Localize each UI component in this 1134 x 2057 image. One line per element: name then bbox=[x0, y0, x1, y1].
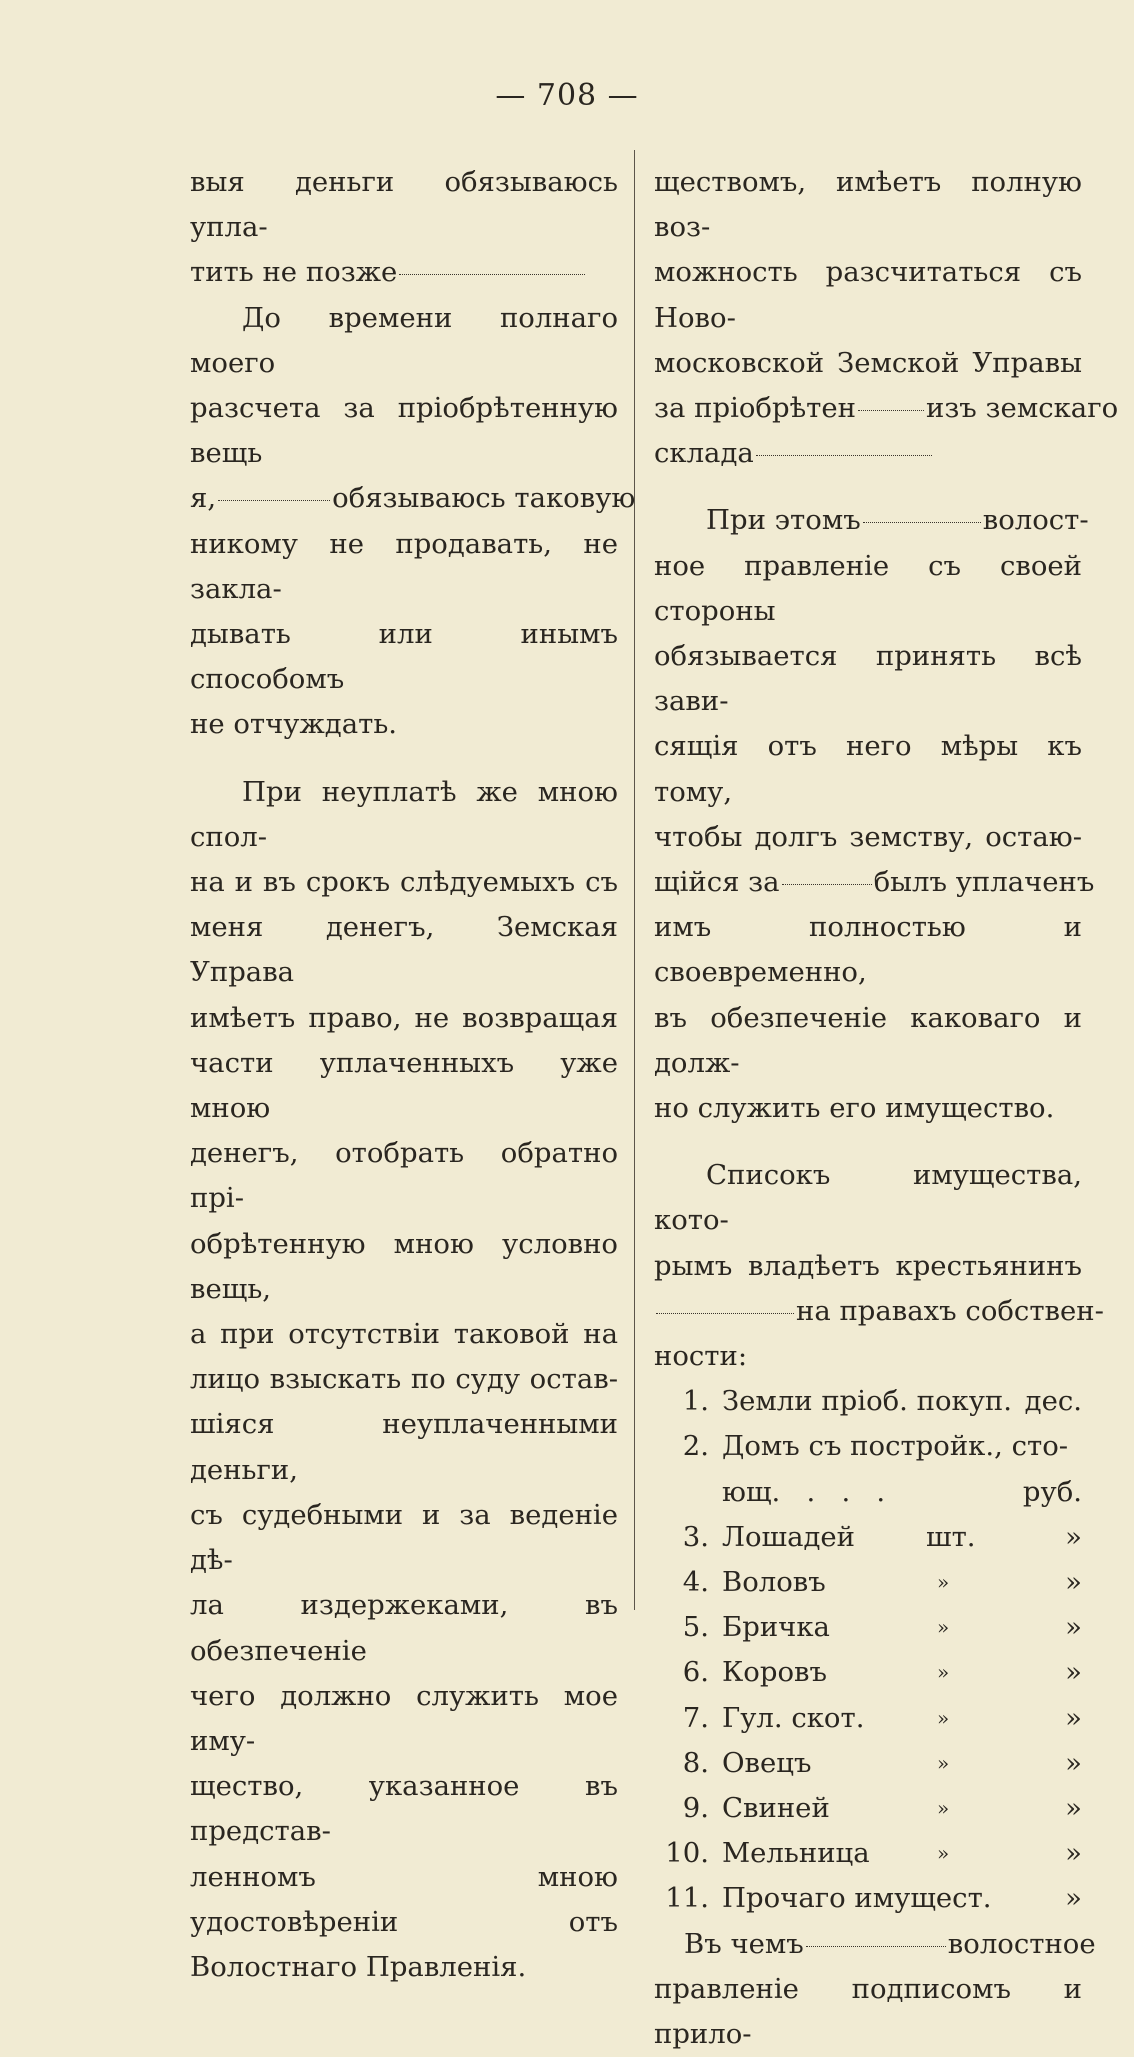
list-number: 6. bbox=[682, 1656, 709, 1689]
blank-fill-line bbox=[858, 409, 924, 411]
ditto-mark: » bbox=[1065, 1656, 1082, 1689]
property-list-item bbox=[654, 1379, 1082, 1424]
property-list-item bbox=[654, 1741, 1082, 1786]
blank-fill-line bbox=[756, 454, 932, 456]
property-list-item bbox=[654, 1876, 1082, 1921]
text-line: а при отсутствіи таковой на bbox=[190, 1318, 618, 1351]
ditto-mark: » bbox=[937, 1615, 950, 1640]
list-item-text: Домъ съ постройк., сто- bbox=[722, 1430, 1069, 1463]
list-number: 1. bbox=[682, 1385, 709, 1418]
property-list-item-continuation bbox=[654, 1470, 1082, 1515]
text-line: ленномъ мною удостовѣреніи отъ bbox=[190, 1860, 618, 1938]
paragraph-gap bbox=[654, 476, 1082, 498]
blank-fill-line bbox=[863, 521, 981, 523]
ditto-mark: » bbox=[1065, 1791, 1082, 1824]
list-item-text: Бричка bbox=[722, 1611, 830, 1644]
list-number: 2. bbox=[682, 1430, 709, 1463]
text-line bbox=[654, 1289, 1104, 1334]
property-list-item bbox=[654, 1560, 1082, 1605]
text-line: обязывается принять всѣ зави- bbox=[654, 640, 1082, 718]
right-column bbox=[654, 160, 1119, 2057]
paragraph-gap bbox=[654, 1131, 1082, 1153]
text-fragment: тить не позже bbox=[190, 256, 398, 289]
blank-fill-line bbox=[806, 1945, 946, 1947]
ditto-mark: » bbox=[1065, 1611, 1082, 1644]
text-line: обрѣтенную мною условно вещь, bbox=[190, 1227, 618, 1305]
text-fragment: Въ чемъ bbox=[684, 1927, 804, 1960]
list-item-text: Гул. скот. bbox=[722, 1701, 865, 1734]
text-line: щество, указанное въ представ- bbox=[190, 1770, 618, 1848]
ditto-mark: » bbox=[937, 1570, 950, 1595]
text-fragment: волост- bbox=[982, 504, 1089, 537]
list-number: 10. bbox=[665, 1837, 709, 1870]
property-list-item bbox=[654, 1696, 1082, 1741]
blank-fill-line bbox=[656, 1312, 794, 1314]
text-fragment: былъ уплаченъ bbox=[873, 866, 1095, 899]
list-number: 7. bbox=[682, 1701, 709, 1734]
text-line: имѣетъ право, не возвращая bbox=[190, 1001, 618, 1034]
list-number: 11. bbox=[665, 1882, 709, 1915]
text-fragment: обязываюсь таковую bbox=[332, 482, 636, 515]
text-line: части уплаченныхъ уже мною bbox=[190, 1046, 618, 1125]
list-item-text: Прочаго имущест. bbox=[722, 1882, 992, 1915]
text-line: денегъ, отобрать обратно прі- bbox=[190, 1137, 618, 1215]
ditto-mark: » bbox=[1065, 1520, 1082, 1553]
text-line: не отчуждать. bbox=[190, 708, 398, 741]
ditto-mark: » bbox=[1065, 1837, 1082, 1870]
ditto-mark: » bbox=[1065, 1882, 1082, 1915]
page-number: — 708 — bbox=[495, 78, 639, 113]
property-list-item bbox=[654, 1605, 1082, 1650]
list-item-text: ющ. . . . bbox=[722, 1475, 886, 1508]
text-line bbox=[654, 498, 1089, 543]
text-line: правленіе подписомъ и прило- bbox=[654, 1972, 1082, 2050]
text-line: Списокъ имущества, кото- bbox=[654, 1159, 1082, 1237]
property-list-item bbox=[654, 1831, 1082, 1876]
left-column bbox=[190, 160, 636, 1990]
list-number: 4. bbox=[682, 1566, 709, 1599]
text-line: меня денегъ, Земская Управа bbox=[190, 911, 618, 989]
text-fragment: склада bbox=[654, 437, 754, 470]
text-line: При неуплатѣ же мною спол- bbox=[190, 775, 618, 853]
text-fragment: При этомъ bbox=[706, 504, 861, 537]
text-line: шіяся неуплаченными деньги, bbox=[190, 1408, 618, 1486]
text-line: можность разсчитаться съ Ново- bbox=[654, 256, 1082, 334]
blank-fill-line bbox=[218, 499, 330, 501]
text-line bbox=[654, 1922, 1096, 1967]
list-item-unit: дес. bbox=[1024, 1385, 1082, 1418]
blank-fill-line bbox=[399, 273, 585, 275]
text-line: съ судебными и за веденіе дѣ- bbox=[190, 1498, 618, 1577]
text-line: чего должно служить мое иму- bbox=[190, 1679, 618, 1757]
text-fragment: на правахъ собствен- bbox=[796, 1294, 1104, 1327]
list-item-text: Лошадей bbox=[722, 1520, 856, 1553]
text-line: на и въ срокъ слѣдуемыхъ съ bbox=[190, 866, 618, 899]
text-line: ности: bbox=[654, 1340, 748, 1373]
text-line: чтобы долгъ земству, остаю- bbox=[654, 820, 1082, 853]
text-line: но служить его имущество. bbox=[654, 1092, 1055, 1125]
text-line: ла издержеками, въ обезпеченіе bbox=[190, 1589, 618, 1667]
blank-fill-line bbox=[782, 883, 872, 885]
list-item-text: Коровъ bbox=[722, 1656, 827, 1689]
property-list-item bbox=[654, 1424, 1082, 1469]
ditto-mark: » bbox=[937, 1841, 950, 1866]
ditto-mark: » bbox=[1065, 1701, 1082, 1734]
property-list-item bbox=[654, 1515, 1082, 1560]
property-list-item bbox=[654, 1650, 1082, 1695]
text-line: въ обезпеченіе каковаго и долж- bbox=[654, 1001, 1082, 1079]
ditto-mark: » bbox=[937, 1660, 950, 1685]
list-item-text: Мельница bbox=[722, 1837, 870, 1870]
text-fragment: щійся за bbox=[654, 866, 780, 899]
ditto-mark: » bbox=[937, 1795, 950, 1820]
ditto-mark: » bbox=[937, 1750, 950, 1775]
list-number: 3. bbox=[682, 1520, 709, 1553]
text-line: Волостнаго Правленія. bbox=[190, 1950, 527, 1983]
text-line: лицо взыскать по суду остав- bbox=[190, 1363, 618, 1396]
paragraph-gap bbox=[190, 748, 618, 770]
list-item-text: Овецъ bbox=[722, 1746, 812, 1779]
column-divider bbox=[634, 150, 635, 1610]
text-line: До времени полнаго моего bbox=[190, 301, 618, 379]
text-line bbox=[654, 431, 1082, 476]
list-item-text: Воловъ bbox=[722, 1566, 826, 1599]
list-number: 9. bbox=[682, 1791, 709, 1824]
text-line bbox=[654, 860, 1095, 905]
text-line: сящія отъ него мѣры къ тому, bbox=[654, 730, 1082, 808]
text-line: выя деньги обязываюсь упла- bbox=[190, 166, 618, 244]
list-item-text: Земли пріоб. покуп. bbox=[722, 1385, 1012, 1418]
text-fragment: за пріобрѣтен bbox=[654, 392, 856, 425]
list-number: 8. bbox=[682, 1746, 709, 1779]
text-line bbox=[190, 250, 618, 295]
text-fragment: изъ земскаго bbox=[925, 392, 1119, 425]
text-line: имъ полностью и своевременно, bbox=[654, 911, 1082, 989]
text-line: дывать или инымъ способомъ bbox=[190, 618, 618, 696]
ditto-mark: » bbox=[1065, 1746, 1082, 1779]
text-line bbox=[190, 476, 636, 521]
text-line: московской Земской Управы bbox=[654, 346, 1082, 379]
text-line: ное правленіе съ своей стороны bbox=[654, 549, 1082, 627]
list-item-text: Свиней bbox=[722, 1791, 830, 1824]
text-fragment: волостное bbox=[947, 1927, 1096, 1960]
text-line: рымъ владѣетъ крестьянинъ bbox=[654, 1249, 1082, 1282]
ditto-mark: » bbox=[937, 1705, 950, 1730]
text-line: ществомъ, имѣетъ полную воз- bbox=[654, 166, 1082, 244]
text-line bbox=[654, 386, 1119, 431]
list-item-unit: руб. bbox=[1022, 1475, 1082, 1508]
property-list-item bbox=[654, 1786, 1082, 1831]
text-line: никому не продавать, не закла- bbox=[190, 527, 618, 605]
list-item-unit: шт. bbox=[926, 1520, 976, 1553]
ditto-mark: » bbox=[1065, 1566, 1082, 1599]
list-number: 5. bbox=[682, 1611, 709, 1644]
text-line: разсчета за пріобрѣтенную вещь bbox=[190, 392, 618, 470]
text-fragment: я, bbox=[190, 482, 217, 515]
